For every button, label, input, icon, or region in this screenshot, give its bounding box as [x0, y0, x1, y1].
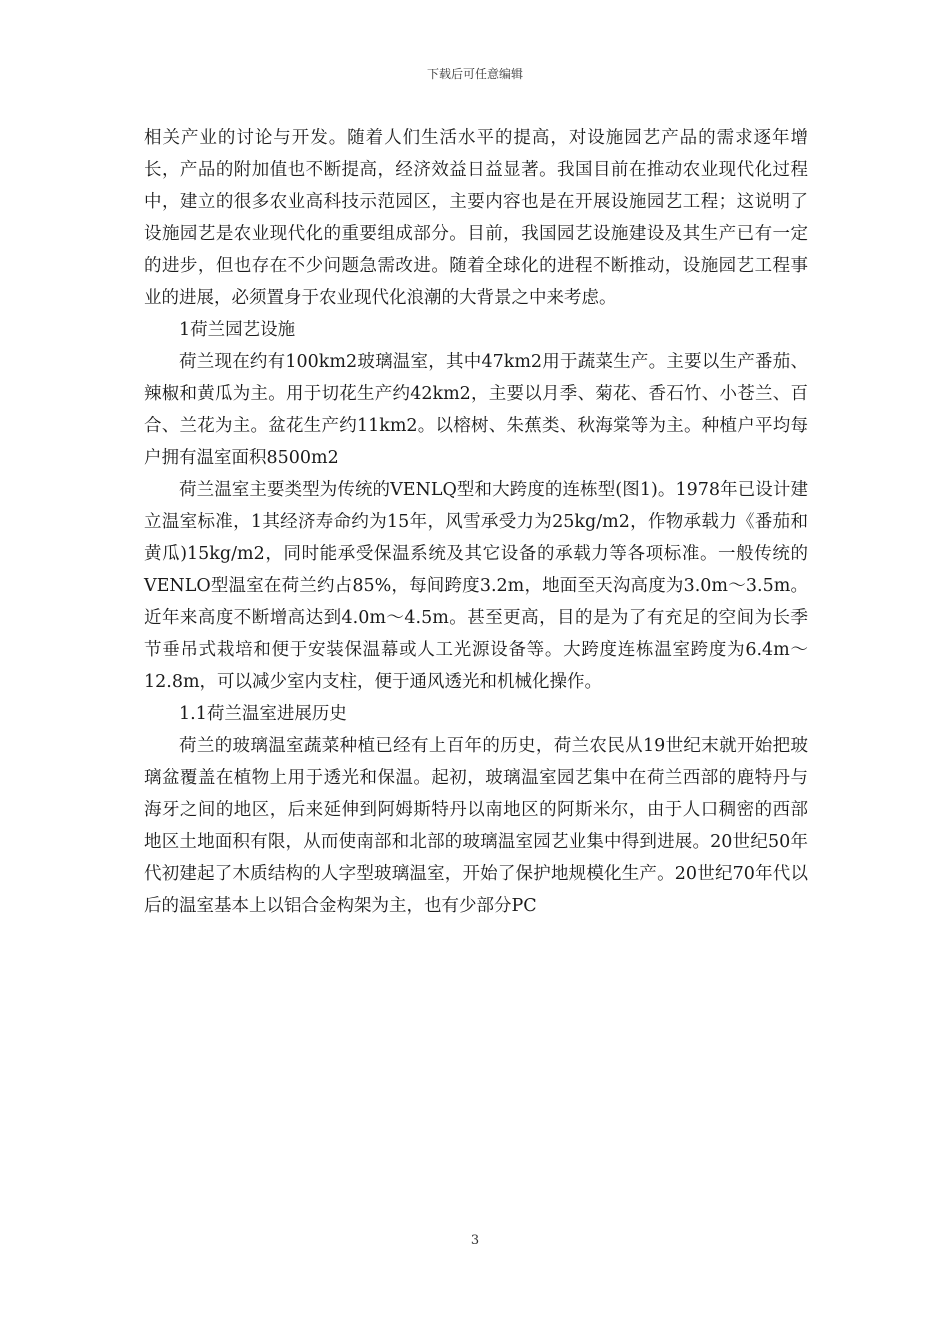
- paragraph-greenhouse-types: 荷兰温室主要类型为传统的VENLQ型和大跨度的连栋型(图1)。1978年已设计建立温室标准，1其经济寿命约为15年，风雪承受力为25kg/m2，作物承载力《番茄和黄瓜)15kg/m2，同时能承受保温系统及其它设备的承载力等各项标准。一般传统的VENLO型温室在荷兰约占85%，每间跨度3.2m，地面至天沟高度为3.0m～3.5m。近年来高度不断增高达到4.0m～4.5m。甚至更高，目的是为了有充足的空间为长季节垂吊式栽培和便于安装保温幕或人工光源设备等。大跨度连栋温室跨度为6.4m～12.8m，可以减少室内支柱，便于通风透光和机械化操作。: [144, 480, 808, 692]
- section-heading-1-1: 1.1荷兰温室进展历史: [179, 704, 347, 724]
- document-body: [144, 122, 808, 922]
- paragraph-dutch-greenhouse-area: 荷兰现在约有100km2玻璃温室，其中47km2用于蔬菜生产。主要以生产番茄、辣椒和黄瓜为主。用于切花生产约42km2，主要以月季、菊花、香石竹、小苍兰、百合、兰花为主。盆花生产约11km2。以榕树、朱蕉类、秋海棠等为主。种植户平均每户拥有温室面积8500m2: [144, 352, 808, 468]
- page-number: 3: [470, 1233, 480, 1248]
- paragraph-greenhouse-history: 荷兰的玻璃温室蔬菜种植已经有上百年的历史，荷兰农民从19世纪末就开始把玻璃盆覆盖在植物上用于透光和保温。起初，玻璃温室园艺集中在荷兰西部的鹿特丹与海牙之间的地区，后来延伸到阿姆斯特丹以南地区的阿斯米尔，由于人口稠密的西部地区土地面积有限，从而使南部和北部的玻璃温室园艺业集中得到进展。20世纪50年代初建起了木质结构的人字型玻璃温室，开始了保护地规模化生产。20世纪70年代以后的温室基本上以铝合金构架为主，也有少部分PC: [144, 736, 808, 916]
- section-heading-1: 1荷兰园艺设施: [179, 320, 296, 340]
- page-header: 下载后可任意编辑: [426, 67, 523, 81]
- paragraph-intro-continuation: 相关产业的讨论与开发。随着人们生活水平的提高，对设施园艺产品的需求逐年增长，产品的附加值也不断提高，经济效益日益显著。我国目前在推动农业现代化过程中，建立的很多农业高科技示范园区，主要内容也是在开展设施园艺工程；这说明了设施园艺是农业现代化的重要组成部分。目前，我国园艺设施建设及其生产已有一定的进步，但也存在不少问题急需改进。随着全球化的进程不断推动，设施园艺工程事业的进展，必须置身于农业现代化浪潮的大背景之中来考虑。: [144, 128, 808, 308]
